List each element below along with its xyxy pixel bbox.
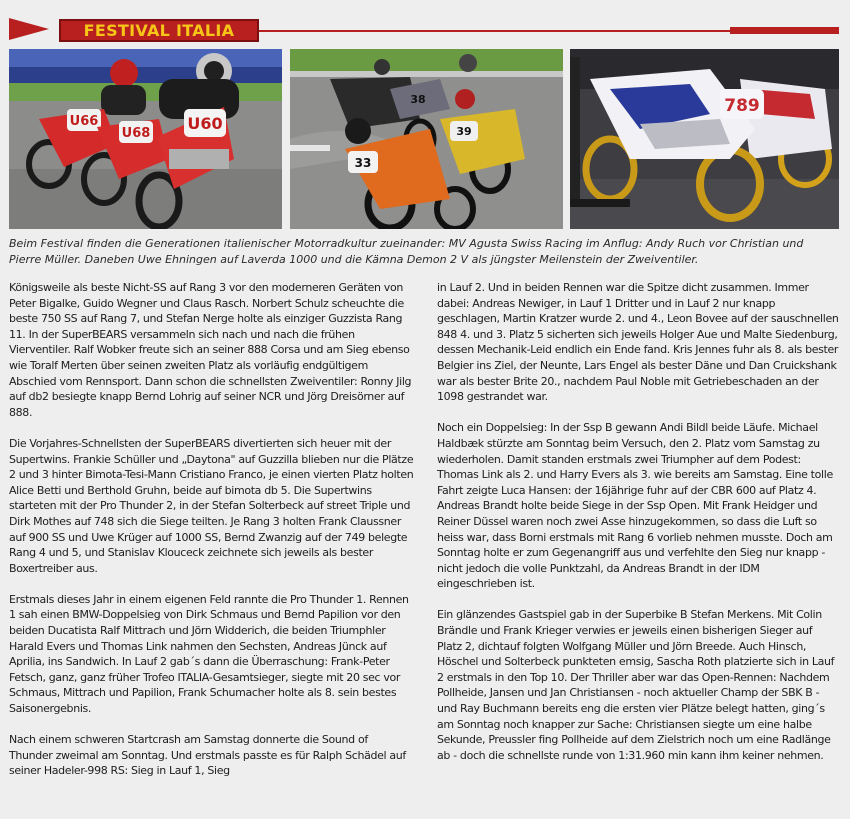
- number-plate-text: U68: [121, 126, 151, 141]
- number-plate-text: 38: [410, 93, 426, 106]
- paragraph: Königsweile als beste Nicht-SS auf Rang 3 vor den moderneren Geräten von Peter Bigalke, Guido Wegner und Claus Rasch. Norbert Schulz scheuchte die beste 750 SS auf Rang 7, und Stefan Nerge holte als einziger Guzzista Rang 11. In der SuperBEARS versammeln sich nach und nach die frühen Vierventiler. Ralf Wobker freute sich an seiner 888 Corsa und am Sieg ebenso wie Toralf Merten über seinen zweiten Platz als vorläufig endgültigem Abschied vom Rennsport. Dann schon die schnellsten Zweiventiler: Ronny Jilg auf db2 besiegte knapp Bernd Lohrig auf seiner NCR und Jörg Dreisörner auf 888.: [9, 281, 412, 419]
- number-plate-text: U66: [69, 114, 99, 129]
- photo-kaemna-demon: [570, 49, 839, 229]
- number-plate-text: 39: [456, 125, 472, 138]
- photo-caption: Beim Festival finden die Generationen italienischer Motorradkultur zueinander: MV Agusta Swiss Racing im Anflug: Andy Ruch vor Christian und Pierre Müller. Daneben Uwe Ehningen auf Laverda 1000 und die Kämna Demon 2 V als jüngster Meilenstein der Zweiventiler.: [9, 237, 804, 266]
- photo-mv-agusta-racers: [9, 49, 282, 229]
- paragraph: in Lauf 2. Und in beiden Rennen war die Spitze dicht zusammen. Immer dabei: Andreas Newiger, in Lauf 1 Dritter und in Lauf 2 nur knapp geschlagen, Martin Kratzer wurde 2. und 4., Leon Bovee auf der sauschnellen 848 4. und 3. Platz 5 sicherten sich jeweils Holger Aue und Malte Siedenburg, dessen Mechanik-Leid endlich ein Ende fand. Kris Jennes fuhr als 8. als bester Belgier ins Ziel, der Neunte, Lars Engel als bester Däne und Dan Cruickshank war als bester Brite 20., nachdem Paul Noble mit Getriebeschaden an der 1098 gestrandet war.: [437, 281, 839, 404]
- section-title-box: [59, 19, 259, 42]
- number-plate-text: 33: [354, 156, 372, 170]
- text-column-right: [437, 280, 839, 779]
- paragraph: Noch ein Doppelsieg: In der Ssp B gewann Andi Bildl beide Läufe. Michael Haldbæk stürzte am Sonntag beim Versuch, den 2. Platz vom Samstag zu wiederholen. Damit standen erstmals zwei Triumpher auf dem Podest: Thomas Link als 2. und Harry Evers als 3. wie bereits am Samstag. Eine tolle Fahrt zeigte Luca Hansen: der 16jährige fuhr auf der CBR 600 auf Platz 4. Andreas Brandt holte beide Siege in der Ssp Open. Mit Frank Heidger und Reiner Düssel waren noch zwei Asse hinzugekommen, so dass die Luft so heiss war, dass Borni erstmals mit Rang 6 vorlieb nehmen musste. Doch am Sonntag holte er zum Gegenangriff aus und verfehlte den Sieg nur knapp - nicht jedoch die volle Punktzahl, da Andreas Brandt in der IDM eingeschrieben ist.: [437, 421, 833, 591]
- paragraph: Erstmals dieses Jahr in einem eigenen Feld rannte die Pro Thunder 1. Rennen 1 sah einen BMW-Doppelsieg von Dirk Schmaus und Bernd Papilion vor den beiden Ducatista Ralf Mittrach und Jörn Widderich, die beiden Triumphler Harald Evers und Thomas Link nahmen den Sechsten, Andreas Jünck auf Aprilia, ins Sandwich. In Lauf 2 gab´s dann die Überraschung: Frank-Peter Fetsch, ganz, ganz früher Trofeo ITALIA-Gesamtsieger, siegte mit 20 sec vor Schmaus, Mittrach und Papilion, Frank Schumacher holte als 8. sein bestes Saisonergebnis.: [9, 592, 409, 716]
- number-plate-text: 789: [724, 96, 760, 116]
- header-arrow-icon: [9, 18, 49, 40]
- header-rule-accent: [730, 27, 839, 34]
- number-plate-text: U60: [187, 114, 223, 133]
- text-column-left: [9, 280, 414, 795]
- paragraph: Nach einem schweren Startcrash am Samstag donnerte die Sound of Thunder zweimal am Sonntag. Und erstmals passte es für Ralph Schädel auf seiner Hadeler-998 RS: Sieg in Lauf 1, Sieg: [9, 733, 406, 778]
- paragraph: Die Vorjahres-Schnellsten der SuperBEARS divertierten sich heuer mit der Supertwins. Frankie Schüller und „Daytona" auf Guzzilla blieben nur die Plätze 2 und 3 hinter Bimota-Tesi-Mann Cristiano Franco, je einen vierten Platz holten Alice Betti und Berthold Gruhn, beide auf bimota db 5. Die Supertwins starteten mit der Pro Thunder 2, in der Stefan Solterbeck auf street Triple und Dirk Mothes auf 748 sich die Siege teilten. Je Rang 3 holten Frank Claussner auf 900 SS und Uwe Krüger auf 1000 SS, Bernd Zwanzig auf der 749 belegte Rang 4 und 5, und Stanislav Klouceck zeichnete sich jeweils als bester Boxertreiber aus.: [9, 436, 414, 575]
- photo-laverda-race-pack: [290, 49, 563, 229]
- paragraph: Ein glänzendes Gastspiel gab in der Superbike B Stefan Merkens. Mit Colin Brändle und Frank Krieger verwies er jeweils einen bisherigen Sieger auf Platz 2, dichtauf folgten Wolfgang Müller und Jörn Breede. Auch Hinsch, Höschel und Solterbeck punkteten emsig, Sascha Roth platzierte sich in Lauf 2 erstmals in den Top 10. Der Thriller aber war das Open-Rennen: Nachdem Pollheide, Jansen und Jan Christiansen - noch aktueller Champ der SBK B - und Ray Buchmann bereits eng die ersten vier Plätze belegt hatten, ging´s am Sonntag noch knapper zur Sache: Christiansen siegte um eine halbe Sekunde, Preussler fing Pollheide auf dem Zielstrich noch um eine Radlänge ab - doch die schnellste runde von 1:31.960 min kann ihm keiner nehmen.: [437, 608, 835, 762]
- section-title: FESTIVAL ITALIA: [83, 21, 235, 40]
